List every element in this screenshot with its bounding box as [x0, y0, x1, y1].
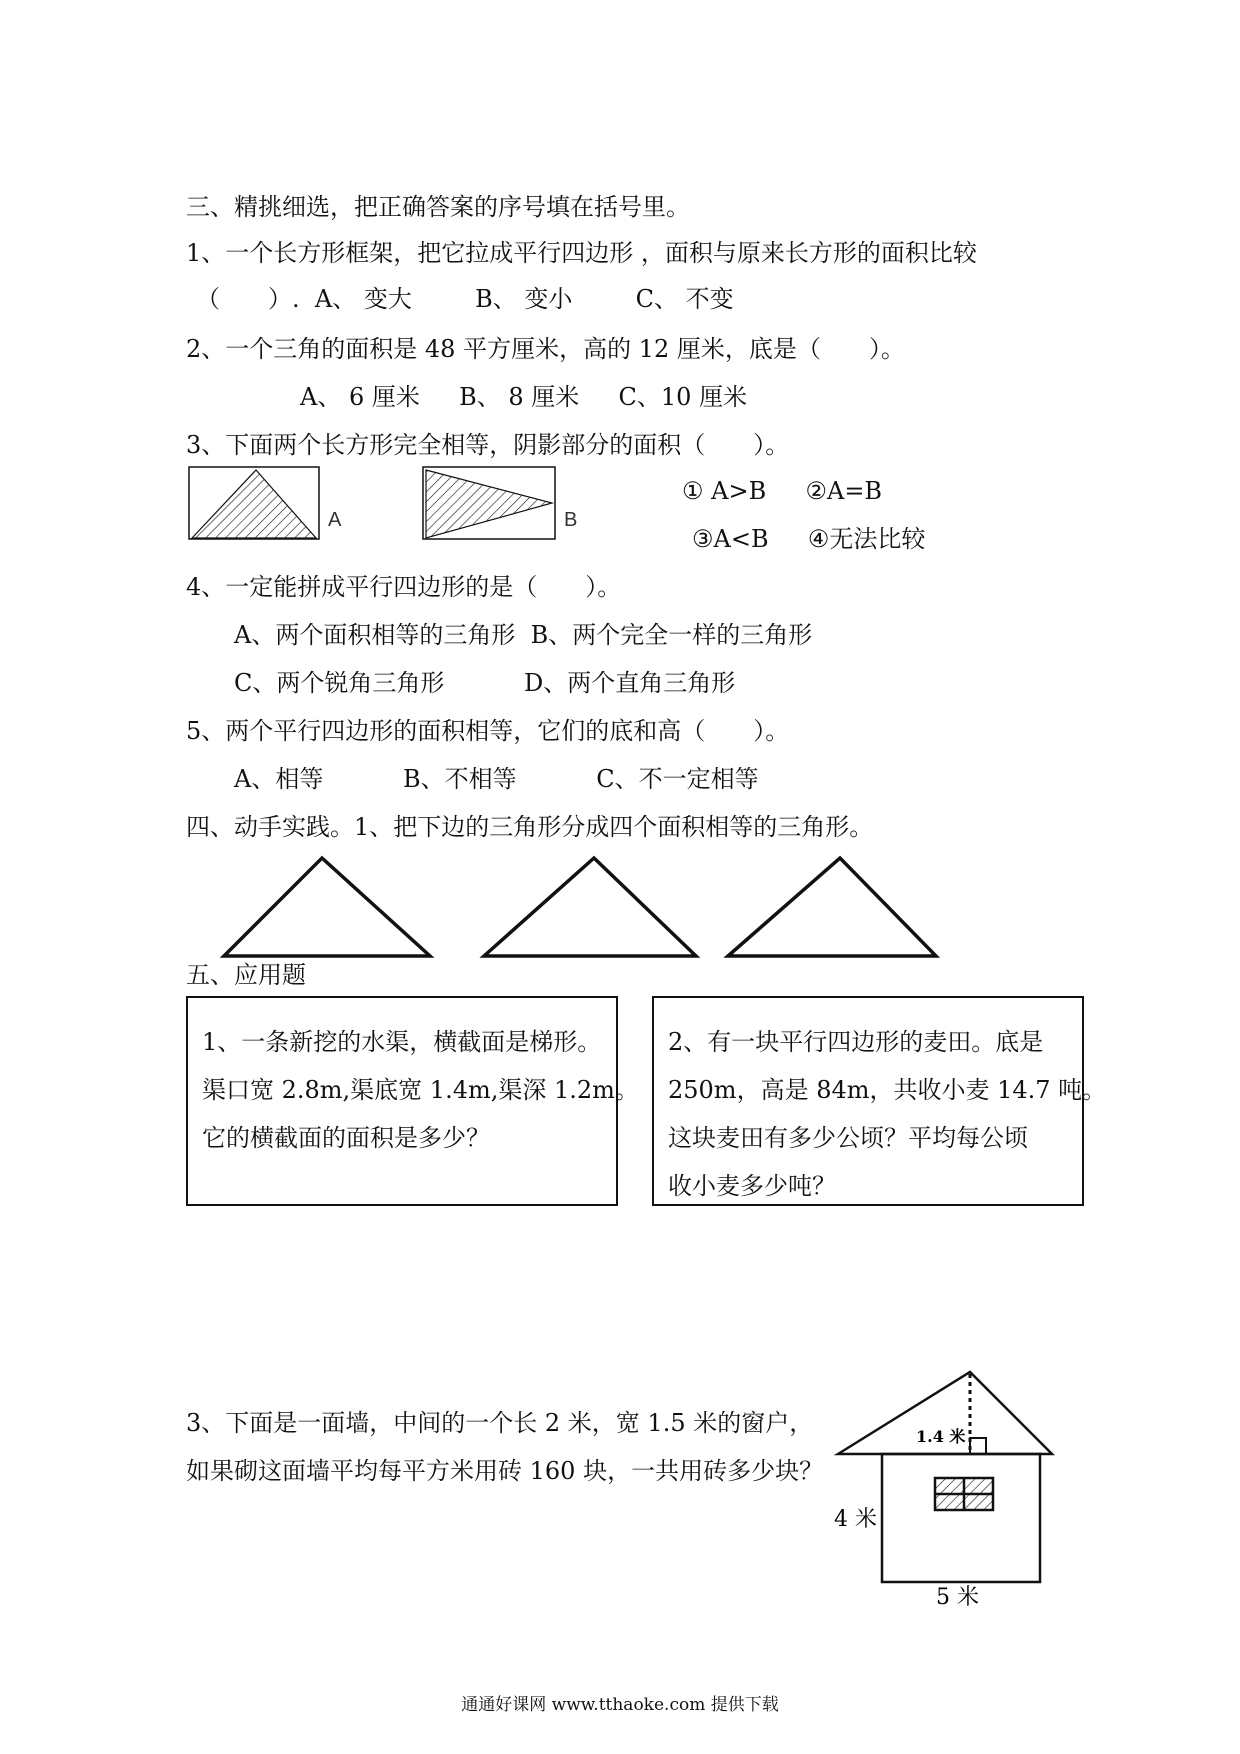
problem-1-box	[186, 996, 639, 1206]
problem-1-line2: 渠口宽 2.8m,渠底宽 1.4m,渠深 1.2m。	[202, 1076, 639, 1104]
label-side: 4 米	[834, 1507, 877, 1532]
problem-3-line1: 3、下面是一面墙，中间的一个长 2 米，宽 1.5 米的窗户，	[186, 1409, 814, 1437]
problem-2-line1: 2、有一块平行四边形的麦田。底是	[668, 1028, 1044, 1056]
q3-options-2: ③A<B ④无法比较	[692, 525, 926, 553]
wall-body	[882, 1454, 1040, 1582]
problem-2-line3: 这块麦田有多少公顷？平均每公顷	[668, 1124, 1028, 1152]
section3-title: 三、精挑细选，把正确答案的序号填在括号里。	[186, 193, 690, 221]
q2-stem: 2、一个三角的面积是 48 平方厘米，高的 12 厘米，底是（ ）。	[186, 335, 905, 363]
section4-triangles	[220, 852, 940, 962]
triangle-2	[484, 858, 696, 956]
problem-2-line2: 250m，高是 84m，共收小麦 14.7 吨。	[668, 1076, 1107, 1104]
triangle-1	[224, 858, 430, 956]
problem-3-line2: 如果砌这面墙平均每平方米用砖 160 块，一共用砖多少块？	[186, 1457, 824, 1485]
q2-options: A、 6 厘米 B、 8 厘米 C、10 厘米	[300, 383, 748, 411]
q3-figure-b	[422, 466, 582, 542]
triangle-3	[728, 858, 936, 956]
q1-stem: 1、一个长方形框架，把它拉成平行四边形 ，面积与原来长方形的面积比较	[186, 239, 977, 267]
section4-title: 四、动手实践。1、把下边的三角形分成四个面积相等的三角形。	[186, 813, 874, 841]
wall-figure	[830, 1366, 1070, 1606]
figure-a-label: A	[328, 509, 342, 531]
label-bottom: 5 米	[936, 1585, 979, 1606]
problem-1-line1: 1、一条新挖的水渠，横截面是梯形。	[202, 1028, 602, 1056]
footer-credit: 通通好课网 www.tthaoke.com 提供下载	[461, 1695, 779, 1715]
q4-options-2: C、两个锐角三角形 D、两个直角三角形	[234, 669, 736, 697]
section5-title: 五、应用题	[186, 961, 306, 989]
q3-figure-a	[188, 466, 348, 542]
q5-stem: 5、两个平行四边形的面积相等，它们的底和高（ ）。	[186, 717, 790, 745]
problem-1-line3: 它的横截面的面积是多少？	[202, 1124, 490, 1152]
q5-options: A、相等 B、不相等 C、不一定相等	[234, 765, 759, 793]
figure-b-label: B	[564, 509, 578, 531]
q4-stem: 4、一定能拼成平行四边形的是（ ）。	[186, 573, 622, 601]
problem-2-line4: 收小麦多少吨？	[668, 1172, 836, 1200]
q4-options-1: A、两个面积相等的三角形 B、两个完全一样的三角形	[234, 621, 813, 649]
q3-stem: 3、下面两个长方形完全相等，阴影部分的面积（ ）。	[186, 431, 790, 459]
q3-options-1: ① A>B ②A=B	[682, 477, 883, 505]
label-height: 1.4 米	[916, 1427, 966, 1446]
right-angle-mark	[970, 1438, 986, 1454]
q1-options: （ ）. A、 变大 B、 变小 C、 不变	[196, 285, 734, 313]
problem-2-box	[652, 996, 1107, 1206]
